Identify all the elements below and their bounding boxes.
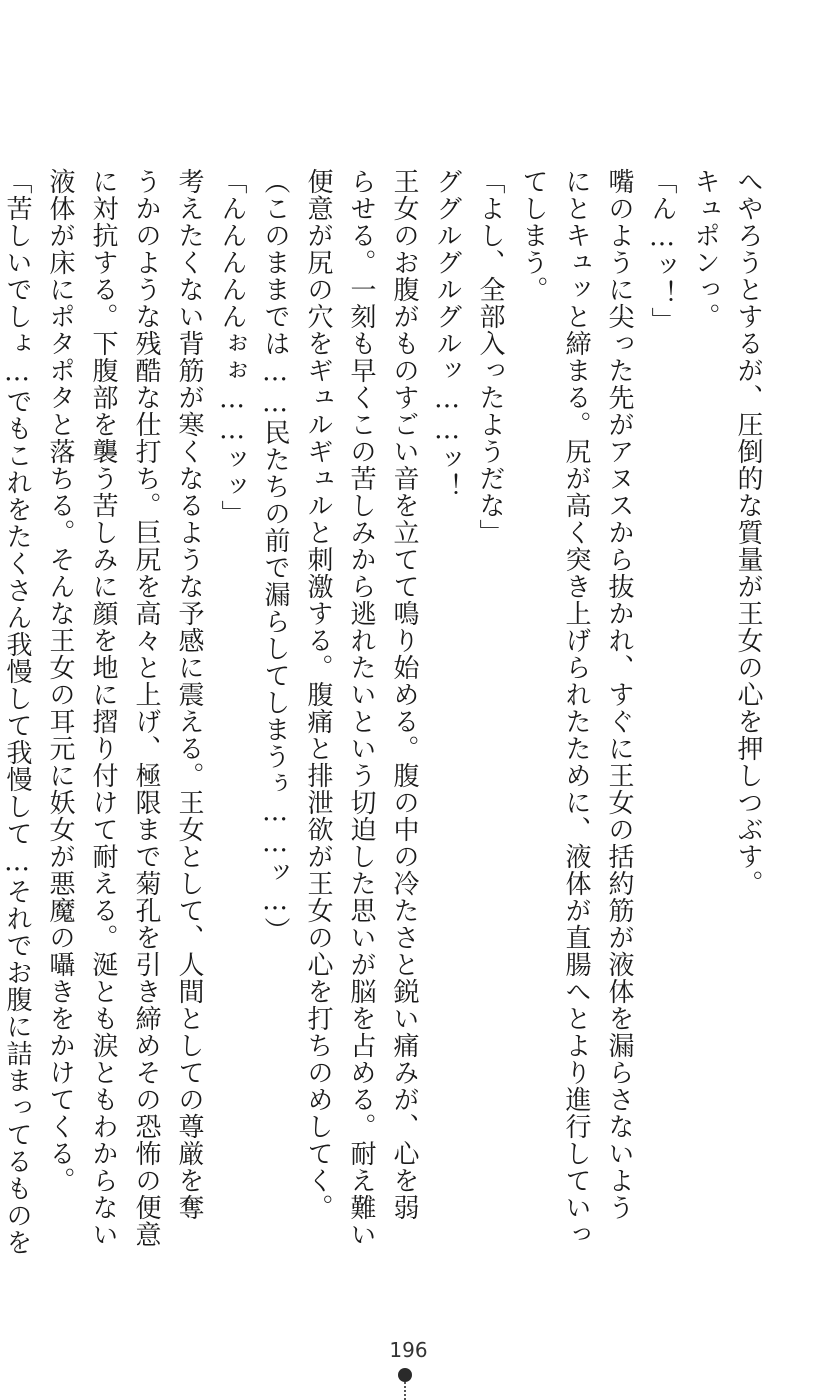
text-line: 嘴のように尖った先がアヌスから抜かれ、すぐに王女の括約筋が液体を漏らさないよう [604, 168, 634, 1221]
vertical-text-body [2, 168, 769, 1278]
text-line: 液体が床にポタポタと落ちる。そんな王女の耳元に妖女が悪魔の囁きをかけてくる。 [45, 168, 75, 1194]
page-number: 196 [389, 1338, 428, 1362]
text-line: てしまう。 [518, 168, 548, 303]
text-line: 考えたくない背筋が寒くなるような予感に震える。王女として、人間としての尊厳を奪 [174, 168, 204, 1221]
text-line: 王女のお腹がものすごい音を立てて鳴り始める。腹の中の冷たさと鋭い痛みが、心を弱 [389, 168, 419, 1221]
text-line: 「んんんんんぉぉ……ッッ」 [217, 168, 247, 527]
text-line: （このままでは……民たちの前で漏らしてしまうぅ……ッ…） [260, 168, 290, 944]
text-line: に対抗する。下腹部を襲う苦しみに顔を地に摺り付けて耐える。涎とも涙ともわからない [88, 168, 118, 1248]
text-line: うかのような残酷な仕打ち。巨尻を高々と上げ、極限まで菊孔を引き締めその恐怖の便意 [131, 168, 161, 1248]
text-line: にとキュッと締まる。尻が高く突き上げられたために、液体が直腸へとより進行していっ [561, 168, 591, 1248]
text-line: 「よし、全部入ったようだな」 [475, 168, 505, 546]
text-line: ググルグルグルッ……ッ！ [432, 168, 462, 500]
page-ornament-dot [398, 1368, 412, 1382]
text-line: 便意が尻の穴をギュルギュルと刺激する。腹痛と排泄欲が王女の心を打ちのめしてく。 [303, 168, 333, 1221]
text-line: へやろうとするが、圧倒的な質量が王女の心を押しつぶす。 [733, 168, 763, 897]
text-line: 「ん…ッ！」 [647, 168, 677, 334]
text-line: 「苦しいでしょ…でもこれをたくさん我慢して我慢して…それでお腹に詰まってるものを [2, 168, 32, 1256]
text-line: らせる。一刻も早くこの苦しみから逃れたいという切迫した思いが脳を占める。耐え難い [346, 168, 376, 1248]
text-line: キュポンっ。 [690, 168, 720, 330]
page-ornament-line [404, 1382, 408, 1400]
